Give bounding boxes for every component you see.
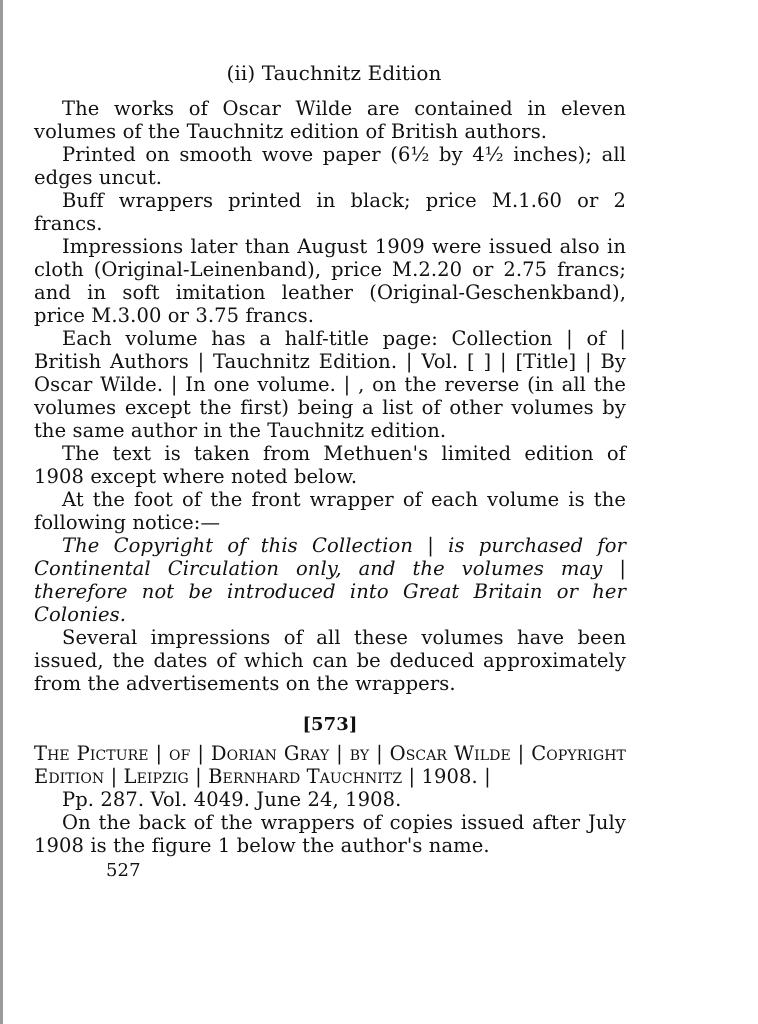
paragraph-wrappers: Buff wrappers printed in black; price M.1.60 or 2 francs. <box>34 189 626 235</box>
paragraph-volumes: The works of Oscar Wilde are contained in eleven volumes of the Tauchnitz edition of British authors. <box>34 97 626 143</box>
page-number: 527 <box>106 860 141 881</box>
document-page <box>34 62 626 882</box>
paragraph-half-title: Each volume has a half-title page: Collection | of | British Authors | Tauchnitz Edition. | Vol. [ ] | [Title] | By Oscar Wilde. | In one volume. | , on the reverse (in all the volumes except the first) being a list of other volumes by the same author in the Tauchnitz edition. <box>34 327 626 442</box>
entry-number: [573] <box>302 714 358 735</box>
entry-title: The Picture | of | Dorian Gray | by | Oscar Wilde | Copyright Edition | Leipzig | Bernhard Tauchnitz | 1908. | <box>34 742 626 788</box>
paragraph-impressions-dates: Several impressions of all these volumes have been issued, the dates of which can be deduced approximately from the advertisements on the wrappers. <box>34 626 626 695</box>
paragraph-impressions: Impressions later than August 1909 were issued also in cloth (Original-Leinenband), price M.2.20 or 2.75 francs; and in soft imitation leather (Original-Geschenkband), price M.3.00 or 3.75 francs. <box>34 235 626 327</box>
page-left-border <box>0 0 3 1024</box>
paragraph-text-source: The text is taken from Methuen's limited edition of 1908 except where noted below. <box>34 442 626 488</box>
section-heading: (ii) Tauchnitz Edition <box>226 61 442 85</box>
paragraph-copyright-notice: The Copyright of this Collection | is purchased for Continental Circulation only, and the volumes may | therefore not be introduced into Great Britain or her Colonies. <box>34 534 626 626</box>
paragraph-notice-intro: At the foot of the front wrapper of each volume is the following notice:— <box>34 488 626 534</box>
entry-note: On the back of the wrappers of copies issued after July 1908 is the figure 1 below the author's name. <box>34 811 626 857</box>
paragraph-paper: Printed on smooth wove paper (6½ by 4½ inches); all edges uncut. <box>34 143 626 189</box>
entry-details: Pp. 287. Vol. 4049. June 24, 1908. <box>62 788 402 811</box>
